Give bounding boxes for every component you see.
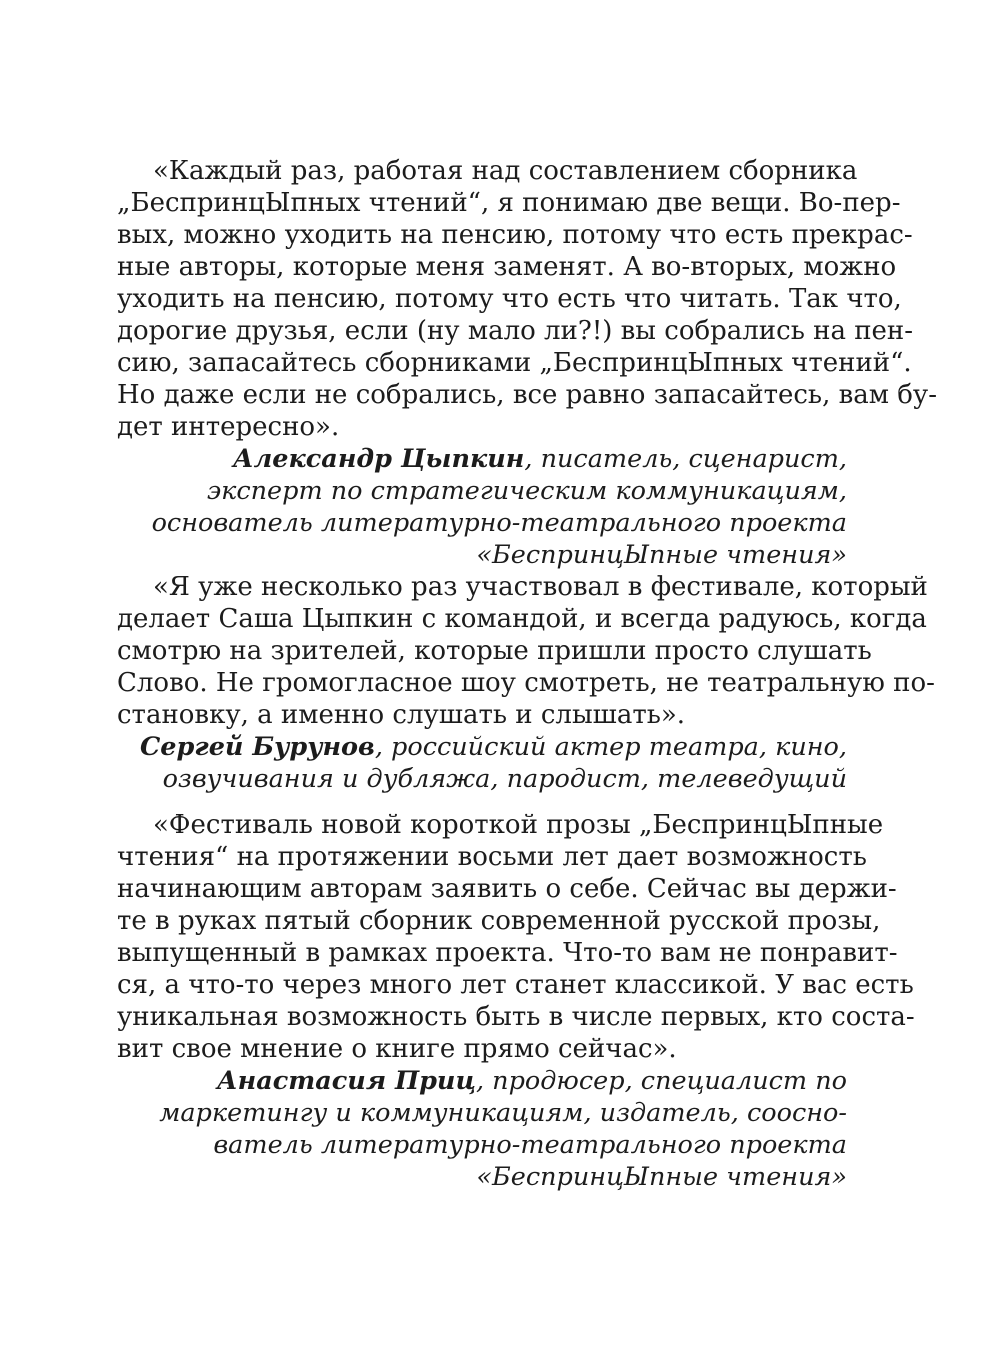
- quote-1-attribution-3: основатель литературно-театрального проекта: [151, 508, 847, 538]
- quote-2-line-1: «Я уже несколько раз участвовал в фестивале, который: [153, 572, 928, 602]
- quote-3-attribution-2: маркетингу и коммуникациям, издатель, соосно-: [159, 1098, 847, 1128]
- quote-2-author: Сергей Бурунов: [140, 732, 375, 762]
- quote-1-author: Александр Цыпкин: [232, 444, 525, 474]
- quote-2-attribution-1: [117, 730, 847, 764]
- quote-1-line-9: дет интересно».: [117, 412, 340, 442]
- quote-1-attribution-1: [117, 442, 847, 476]
- quote-2-line-4: Слово. Не громогласное шоу смотреть, не театральную по-: [117, 668, 935, 698]
- quote-3-attribution-1: [117, 1064, 847, 1098]
- quote-1-line-5: уходить на пенсию, потому что есть что читать. Так что,: [117, 284, 902, 314]
- quote-3-line-8: вит свое мнение о книге прямо сейчас».: [117, 1034, 677, 1064]
- quote-3-line-4: те в руках пятый сборник современной русской прозы,: [117, 906, 881, 936]
- quote-2-line-3: смотрю на зрителей, которые пришли просто слушать: [117, 636, 872, 666]
- quote-3-line-6: ся, а что-то через много лет станет классикой. У вас есть: [117, 970, 914, 1000]
- quote-1-line-1: «Каждый раз, работая над составлением сборника: [153, 156, 858, 186]
- quote-1-attribution-2: эксперт по стратегическим коммуникациям,: [206, 476, 847, 506]
- quote-1-author-role: , писатель, сценарист,: [524, 444, 847, 474]
- quote-2-attribution-2: озвучивания и дубляжа, пародист, телеведущий: [162, 764, 847, 794]
- quote-1-line-8: Но даже если не собрались, все равно запасайтесь, вам бу-: [117, 380, 937, 410]
- quote-3-author: Анастасия Приц: [216, 1066, 476, 1096]
- quote-3-line-2: чтения“ на протяжении восьми лет дает возможность: [117, 842, 867, 872]
- quote-2-line-5: становку, а именно слушать и слышать».: [117, 700, 686, 730]
- quote-1-line-4: ные авторы, которые меня заменят. А во-вторых, можно: [117, 252, 897, 282]
- quote-3-line-3: начинающим авторам заявить о себе. Сейчас вы держи-: [117, 874, 897, 904]
- quote-1-line-3: вых, можно уходить на пенсию, потому что есть прекрас-: [117, 220, 913, 250]
- quote-3-line-7: уникальная возможность быть в числе первых, кто соста-: [117, 1002, 915, 1032]
- quote-2-author-role: , российский актер театра, кино,: [374, 732, 847, 762]
- quote-3-attribution-3: ватель литературно-театрального проекта: [213, 1130, 847, 1160]
- quote-1-line-6: дорогие друзья, если (ну мало ли?!) вы собрались на пен-: [117, 316, 914, 346]
- quote-3-attribution-4: «БеспринцЫпные чтения»: [476, 1162, 847, 1192]
- quote-3-line-5: выпущенный в рамках проекта. Что-то вам не понравит-: [117, 938, 898, 968]
- quote-3-line-1: «Фестиваль новой короткой прозы „БеспринцЫпные: [153, 810, 884, 840]
- quote-3-author-role: , продюсер, специалист по: [475, 1066, 847, 1096]
- quote-1-line-7: сию, запасайтесь сборниками „БеспринцЫпных чтений“.: [117, 348, 912, 378]
- quote-2-line-2: делает Саша Цыпкин с командой, и всегда радуюсь, когда: [117, 604, 927, 634]
- quote-1-attribution-4: «БеспринцЫпные чтения»: [476, 540, 847, 570]
- quote-1-line-2: „БеспринцЫпных чтений“, я понимаю две вещи. Во-пер-: [117, 188, 901, 218]
